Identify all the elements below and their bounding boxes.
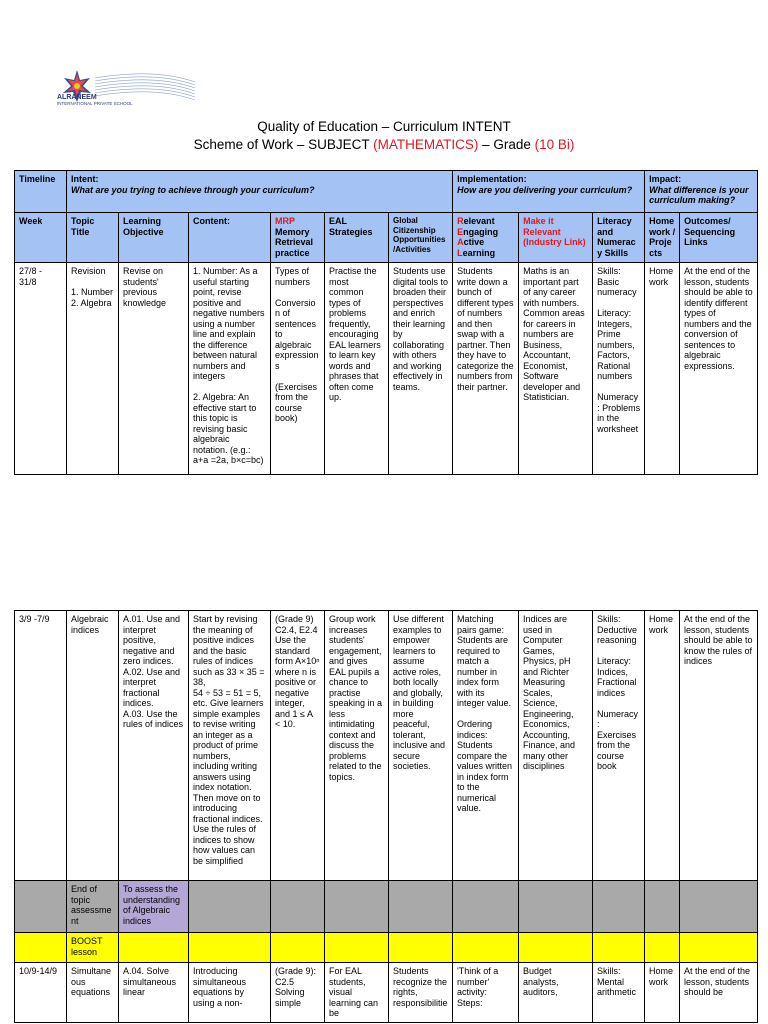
- cell-boost-topic: BOOST lesson: [67, 933, 119, 963]
- col-real: Relevant Engaging Active Learning: [453, 213, 519, 263]
- svg-text:INTERNATIONAL PRIVATE SCHOOL: INTERNATIONAL PRIVATE SCHOOL: [57, 101, 133, 106]
- cell-objective: A.01. Use and interpret positive, negative and zero indices. A.02. Use and interpret fractional indices. A.03. Use the rules of indices: [119, 611, 189, 881]
- header-impact: Impact: What difference is your curriculum making?: [645, 171, 758, 213]
- col-topic: Topic Title: [67, 213, 119, 263]
- cell-homework: Home work: [645, 963, 680, 1023]
- table-row: [15, 263, 758, 475]
- cell-outcomes: At the end of the lesson, students should be able to know the rules of indices: [680, 611, 758, 881]
- cell-outcomes: At the end of the lesson, students should be able to identify different types of numbers and the conversion of sentences to algebraic expressions.: [680, 263, 758, 475]
- col-content: Content:: [189, 213, 271, 263]
- table-row: [15, 963, 758, 1023]
- school-logo: [55, 68, 255, 108]
- boost-row: [15, 933, 758, 963]
- logo-wordmark: ALRANEEM: [57, 94, 97, 101]
- col-objective: Learning Objective: [119, 213, 189, 263]
- cell-week: 3/9 -7/9: [15, 611, 67, 881]
- col-week: Week: [15, 213, 67, 263]
- col-literacy: Literacy and Numeracy Skills: [593, 213, 645, 263]
- col-outcomes: Outcomes/ Sequencing Links: [680, 213, 758, 263]
- cell-homework: Home work: [645, 263, 680, 475]
- table-row: [15, 611, 758, 881]
- cell-eal: Practise the most common types of problems frequently, encouraging EAL learners to learn key words and phrases that often come up.: [325, 263, 389, 475]
- col-mrp: MRP Memory Retrieval practice: [271, 213, 325, 263]
- col-global: Global Citizenship Opportunities /Activities: [389, 213, 453, 263]
- cell-mrp: Types of numbers Conversion of sentences to algebraic expressions (Exercises from the course book): [271, 263, 325, 475]
- scheme-table-bottom: [14, 610, 758, 1023]
- cell-topic: Revision 1. Number 2. Algebra: [67, 263, 119, 475]
- cell-literacy: Skills: Basic numeracy Literacy: Integers, Prime numbers, Factors, Rational numbers Numeracy: Problems in the worksheet: [593, 263, 645, 475]
- cell-literacy: Skills: Mental arithmetic: [593, 963, 645, 1023]
- page-subtitle: Scheme of Work – SUBJECT (MATHEMATICS) – Grade (10 Bi): [193, 137, 575, 152]
- cell-real: 'Think of a number' activity: Steps:: [453, 963, 519, 1023]
- cell-assessment-topic: End of topic assessment: [67, 881, 119, 933]
- cell-mrp: (Grade 9): C2.5 Solving simple: [271, 963, 325, 1023]
- cell-content: 1. Number: As a useful starting point, revise positive and negative numbers using a number line and explain the difference between natural numbers and integers 2. Algebra: An effective start to this topic is revising basic algebraic notation. (e.g.: a+a =2a, b×c=bc): [189, 263, 271, 475]
- cell-real: Students write down a bunch of different types of numbers and then swap with a partner. Then they have to categorize the numbers from their partner.: [453, 263, 519, 475]
- cell-outcomes: At the end of the lesson, students should be: [680, 963, 758, 1023]
- cell-make-it-relevant: Budget analysts, auditors,: [519, 963, 593, 1023]
- cell-make-it-relevant: Indices are used in Computer Games, Physics, pH and Richter Measuring Scales, Science, Engineering, Economics, Accounting, Finance, and many other disciplines: [519, 611, 593, 881]
- cell-global: Students use digital tools to broaden their perspectives and enrich their learning by collaborating with others and working effectively in teams.: [389, 263, 453, 475]
- col-homework: Home work / Projects: [645, 213, 680, 263]
- cell-eal: For EAL students, visual learning can be: [325, 963, 389, 1023]
- scheme-table-top: [14, 170, 758, 475]
- col-make-it-relevant: Make it Relevant (Industry Link): [519, 213, 593, 263]
- header-implementation: Implementation: How are you delivering your curriculum?: [453, 171, 645, 213]
- page-title: Quality of Education – Curriculum INTENT: [257, 119, 511, 134]
- cell-content: Introducing simultaneous equations by using a non-: [189, 963, 271, 1023]
- cell-literacy: Skills: Deductive reasoning Literacy: Indices, Fractional indices Numeracy: Exercises from the course book: [593, 611, 645, 881]
- cell-week: 27/8 - 31/8: [15, 263, 67, 475]
- cell-objective: A.04. Solve simultaneous linear: [119, 963, 189, 1023]
- col-eal: EAL Strategies: [325, 213, 389, 263]
- header-timeline: Timeline: [15, 171, 67, 213]
- cell-global: Students recognize the rights, responsibilitie: [389, 963, 453, 1023]
- cell-mrp: (Grade 9) C2.4, E2.4 Use the standard form A×10ⁿ where n is positive or negative integer, and 1 ≤ A < 10.: [271, 611, 325, 881]
- cell-week: 10/9-14/9: [15, 963, 67, 1023]
- cell-topic: Algebraic indices: [67, 611, 119, 881]
- cell-homework: Home work: [645, 611, 680, 881]
- header-intent: Intent: What are you trying to achieve through your curriculum?: [67, 171, 453, 213]
- cell-topic: Simultaneous equations: [67, 963, 119, 1023]
- cell-eal: Group work increases students' engagement, and gives EAL pupils a chance to practise speaking in a less intimidating context and discuss the problems related to the topics.: [325, 611, 389, 881]
- cell-make-it-relevant: Maths is an important part of any career with numbers. Common areas for careers in numbers are Business, Accountant, Economist, Software developer and Statistician.: [519, 263, 593, 475]
- cell-assessment-objective: To assess the understanding of Algebraic indices: [119, 881, 189, 933]
- cell-global: Use different examples to empower learners to assume active roles, both locally and globally, in building more peaceful, tolerant, inclusive and secure societies.: [389, 611, 453, 881]
- cell-objective: Revise on students' previous knowledge: [119, 263, 189, 475]
- cell-real: Matching pairs game: Students are required to match a number in index form with its integer value. Ordering indices: Students compare the values written in index form to the numerical value.: [453, 611, 519, 881]
- assessment-row: [15, 881, 758, 933]
- cell-content: Start by revising the meaning of positive indices and the basic rules of indices such as 33 × 35 = 38, 54 ÷ 53 = 51 = 5, etc. Give learners simple examples to revise writing an integer as a product of prime numbers, including writing answers using index notation. Then move on to introducing fractional indices. Use the rules of indices to show how values can be simplified: [189, 611, 271, 881]
- swoosh-icon: [95, 74, 195, 100]
